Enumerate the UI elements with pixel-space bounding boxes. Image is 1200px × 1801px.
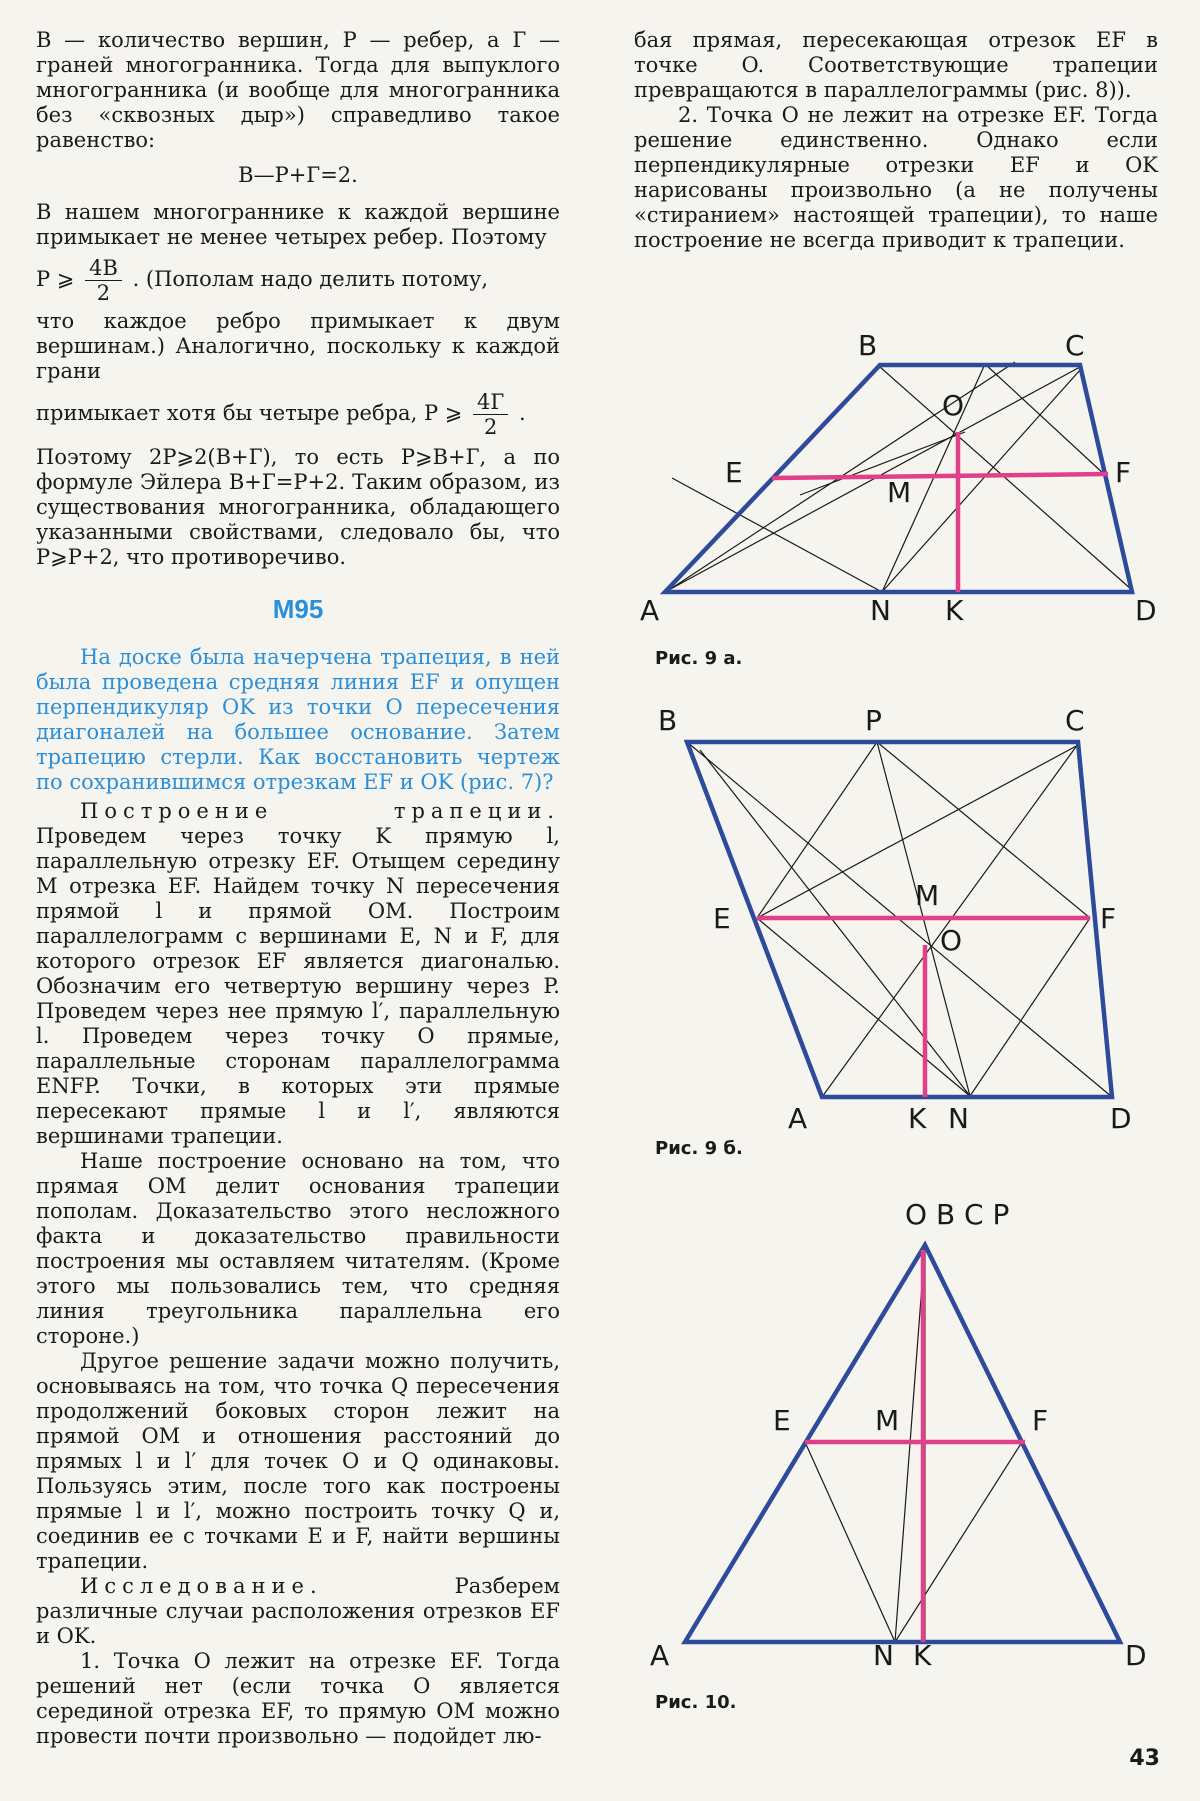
- study-text: Разберем различные случаи расположения отрезков EF и OK.: [36, 1574, 560, 1648]
- label-f: F: [1100, 902, 1117, 935]
- fraction-numerator: 4Г: [473, 390, 508, 415]
- label-d: D: [1110, 1102, 1132, 1135]
- construction-title: Построение трапеции.: [80, 799, 560, 823]
- paragraph: бая прямая, пересекающая отрезок EF в точке O. Соответствующие трапеции превращаются в параллелограммы (рис. 8)).: [634, 28, 1158, 102]
- fraction: [473, 390, 508, 439]
- case-2-paragraph: [634, 103, 1158, 253]
- case-number: 1.: [80, 1649, 101, 1673]
- label-a: A: [650, 1639, 670, 1672]
- left-column: [36, 28, 560, 1749]
- label-o: O: [940, 924, 963, 957]
- problem-heading: М95: [272, 594, 324, 624]
- label-b: B: [858, 329, 878, 362]
- inequality-line-1: [36, 256, 560, 305]
- label-a: A: [640, 594, 660, 627]
- figure-9a-caption: Рис. 9 а.: [655, 648, 743, 669]
- study-paragraph: [36, 1574, 560, 1649]
- fraction-denominator: 2: [96, 281, 111, 305]
- problem-statement: На доске была начерчена трапеция, в ней была проведена средняя линия EF и опущен перпендикуляр OK из точки O пересечения диагоналей на большее основание. Затем трапецию стерли. Как восстановить чертеж по сохранившимся отрезкам EF и OK (рис. 7)?: [36, 645, 560, 794]
- label-e: E: [773, 1404, 791, 1437]
- fraction-numerator: 4В: [85, 256, 122, 281]
- construction-paragraph: [36, 799, 560, 1149]
- label-m: M: [887, 476, 912, 509]
- label-m: M: [915, 879, 940, 912]
- paragraph: Поэтому 2Р⩾2(В+Г), то есть Р⩾В+Г, а по формуле Эйлера В+Г=Р+2. Таким образом, из существования многогранника, обладающего указанными свойствами, следовало бы, что Р⩾Р+2, что противоречиво.: [36, 445, 560, 569]
- case-text: Точка O не лежит на отрезке EF. Тогда решение единственно. Однако если перпендикулярные отрезки EF и OK нарисованы произвольно (а не получены «стиранием» настоящей трапеции), то наше построение не всегда приводит к трапеции.: [634, 103, 1158, 252]
- label-n: N: [873, 1639, 894, 1672]
- paragraph: B — количество вершин, P — ребер, а Г — граней многогранника. Тогда для выпуклого многогранника (и вообще для многогранника без «сквозных дыр») справедливо такое равенство:: [36, 28, 560, 152]
- label-c: C: [1065, 704, 1085, 737]
- label-n: N: [948, 1102, 969, 1135]
- label-e: E: [713, 902, 731, 935]
- inequality-lhs: Р ⩾: [36, 267, 75, 291]
- label-e: E: [725, 456, 743, 489]
- paragraph: Другое решение задачи можно получить, основываясь на том, что точка Q пересечения продолжений боковых сторон лежит на прямой OM и отношения расстояний до прямых l и l′ для точек O и Q одинаковы. Пользуясь этим, после того как построены прямые l и l′, можно построить точку Q и, соединив ее с точками E и F, найти вершины трапеции.: [36, 1349, 560, 1573]
- paragraph: В нашем многограннике к каждой вершине примыкает не менее четырех ребер. Поэтому: [36, 200, 560, 249]
- label-n: N: [870, 594, 891, 627]
- inequality-rest: . (Пополам надо делить потому,: [132, 267, 489, 291]
- label-b: B: [658, 704, 678, 737]
- case-1-paragraph: [36, 1649, 560, 1749]
- label-m: M: [875, 1404, 900, 1437]
- page-number: 43: [1129, 1746, 1160, 1771]
- period: .: [519, 401, 526, 425]
- label-k: K: [913, 1639, 932, 1672]
- figure-10-caption: Рис. 10.: [655, 1692, 737, 1713]
- figure-9b-caption: Рис. 9 б.: [655, 1138, 743, 1159]
- figure-9a: [630, 320, 1170, 640]
- label-p: P: [865, 704, 882, 737]
- label-k: K: [945, 594, 964, 627]
- euler-formula: В—Р+Г=2.: [238, 163, 358, 187]
- figure-9b: [640, 700, 1160, 1140]
- fraction-denominator: 2: [483, 415, 498, 439]
- study-title: Исследование.: [80, 1574, 323, 1598]
- label-top-obcp: O B C P: [905, 1198, 1010, 1231]
- case-number: 2.: [678, 103, 699, 127]
- label-d: D: [1135, 594, 1157, 627]
- inequality-lhs: Р ⩾: [423, 401, 463, 425]
- right-column: [634, 28, 1158, 253]
- case-text: Точка O лежит на отрезке EF. Тогда решений нет (если точка O является серединой отрезка EF, то прямую OM можно провести почти произвольно — подойдет лю-: [36, 1649, 560, 1748]
- label-f: F: [1032, 1404, 1049, 1437]
- label-o: O: [942, 389, 965, 422]
- construction-text: Проведем через точку K прямую l, параллельную отрезку EF. Отыщем середину M отрезка EF. Найдем точку N пересечения прямой l и прямой OM. Построим параллелограмм с вершинами E, N и F, для которого отрезок EF является диагональю. Обозначим его четвертую вершину через P. Проведем через нее прямую l′, параллельную l. Проведем через точку O прямые, параллельные сторонам параллелограмма ENFP. Точки, в которых эти прямые пересекают прямые l и l′, являются вершинами трапеции.: [36, 824, 560, 1148]
- label-f: F: [1115, 456, 1132, 489]
- inequality-line-2: [36, 390, 560, 439]
- text-fragment: примыкает хотя бы четыре ребра,: [36, 401, 418, 425]
- label-c: C: [1065, 329, 1085, 362]
- paragraph: что каждое ребро примыкает к двум вершинам.) Аналогично, поскольку к каждой грани: [36, 309, 560, 383]
- label-k: K: [908, 1102, 927, 1135]
- label-d: D: [1125, 1639, 1147, 1672]
- figure-10: [640, 1190, 1160, 1680]
- midline-ef: [772, 474, 1108, 478]
- label-a: A: [788, 1102, 808, 1135]
- fraction: [85, 256, 122, 305]
- paragraph: Наше построение основано на том, что прямая OM делит основания трапеции пополам. Доказательство этого несложного факта и доказательство правильности построения мы оставляем читателям. (Кроме этого мы пользовались тем, что средняя линия треугольника параллельна его стороне.): [36, 1149, 560, 1348]
